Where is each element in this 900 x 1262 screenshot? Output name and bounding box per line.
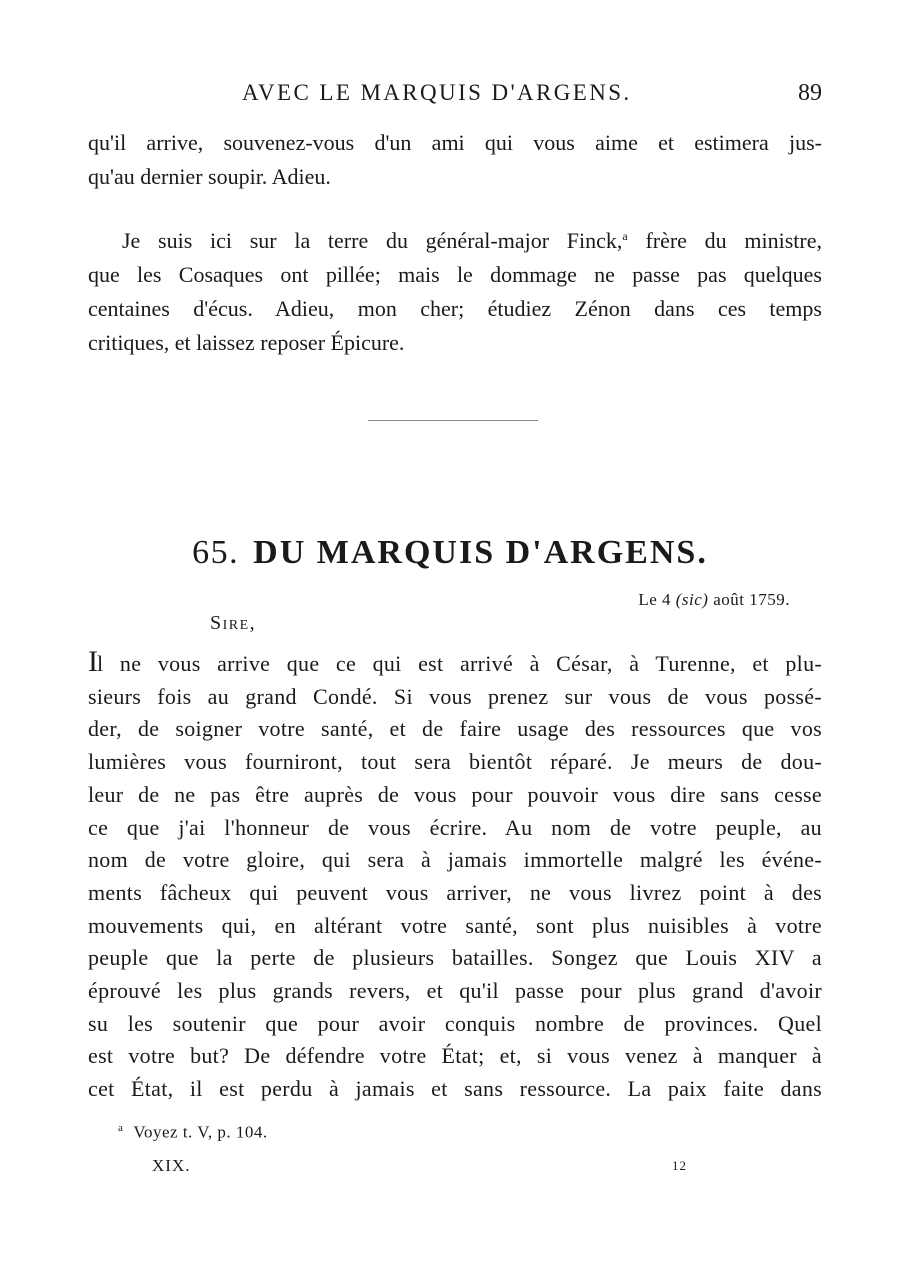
footnote [118,1122,268,1143]
text-line: sieurs fois au grand Condé. Si vous prenez sur vous de vous possé- [88,683,822,709]
text-line [88,645,822,681]
date-suffix: août 1759. [708,590,790,609]
text-line: nom de votre gloire, qui sera à jamais immortelle malgré les événe- [88,847,822,873]
postscript-paragraph [88,224,822,360]
footnote-marker: a [622,229,628,243]
date-sic: (sic) [675,590,709,609]
continued-paragraph [88,126,822,194]
text-line [88,224,822,258]
page-number: 89 [798,80,822,106]
text-line: su les soutenir que pour avoir conquis nombre de provinces. Quel [88,1010,822,1036]
text-line: der, de soigner votre santé, et de faire usage des ressources que vos [88,716,822,742]
sheet-number: 12 [672,1158,687,1173]
date-prefix: Le 4 [638,590,676,609]
text-line: centaines d'écus. Adieu, mon cher; étudiez Zénon dans ces temps [88,296,822,321]
section-divider [368,420,538,421]
text-line: lumières vous fourniront, tout sera bientôt réparé. Je meurs de dou- [88,749,822,775]
letter-heading: DU MARQUIS D'ARGENS. [253,534,708,571]
running-head: AVEC LE MARQUIS D'ARGENS. [242,80,632,105]
text-line: peuple que la perte de plusieurs batailles. Songez que Louis XIV a [88,945,822,971]
text-line: critiques, et laissez reposer Épicure. [88,330,405,355]
letter-date [638,590,790,610]
footnote-text: Voyez t. V, p. 104. [133,1122,268,1142]
text-line: qu'il arrive, souvenez-vous d'un ami qui vous aime et estimera jus- [88,130,822,155]
text-line: est votre but? De défendre votre État; et, si vous venez à manquer à [88,1043,822,1069]
drop-cap: I [88,645,97,678]
letter-title [0,534,900,572]
letter-number: 65. [192,534,240,571]
postscript-line-tail: frère du ministre, [627,228,822,253]
text-line: mouvements qui, en altérant votre santé, sont plus nuisibles à votre [88,912,822,938]
text-line: ce que j'ai l'honneur de vous écrire. Au nom de votre peuple, au [88,814,822,840]
text-line: éprouvé les plus grands revers, et qu'il passe pour plus grand d'avoir [88,978,822,1004]
page-header [0,80,900,112]
letter-body [88,645,822,1106]
text-line: ments fâcheux qui peuvent vous arriver, ne vous livrez point à des [88,879,822,905]
volume-signature: XIX. [152,1156,191,1175]
text-line: cet État, il est perdu à jamais et sans ressource. La paix faite dans [88,1076,822,1102]
salutation: Sire, [210,612,257,634]
text-line: qu'au dernier soupir. Adieu. [88,164,331,189]
footnote-marker: a [118,1122,124,1134]
text-line: leur de ne pas être auprès de vous pour pouvoir vous dire sans cesse [88,781,822,807]
text-line: que les Cosaques ont pillée; mais le dommage ne passe pas quelques [88,262,822,287]
first-line-text: l ne vous arrive que ce qui est arrivé à César, à Turenne, et plu- [97,651,822,676]
postscript-line-start: Je suis ici sur la terre du général-major Finck, [122,228,623,253]
